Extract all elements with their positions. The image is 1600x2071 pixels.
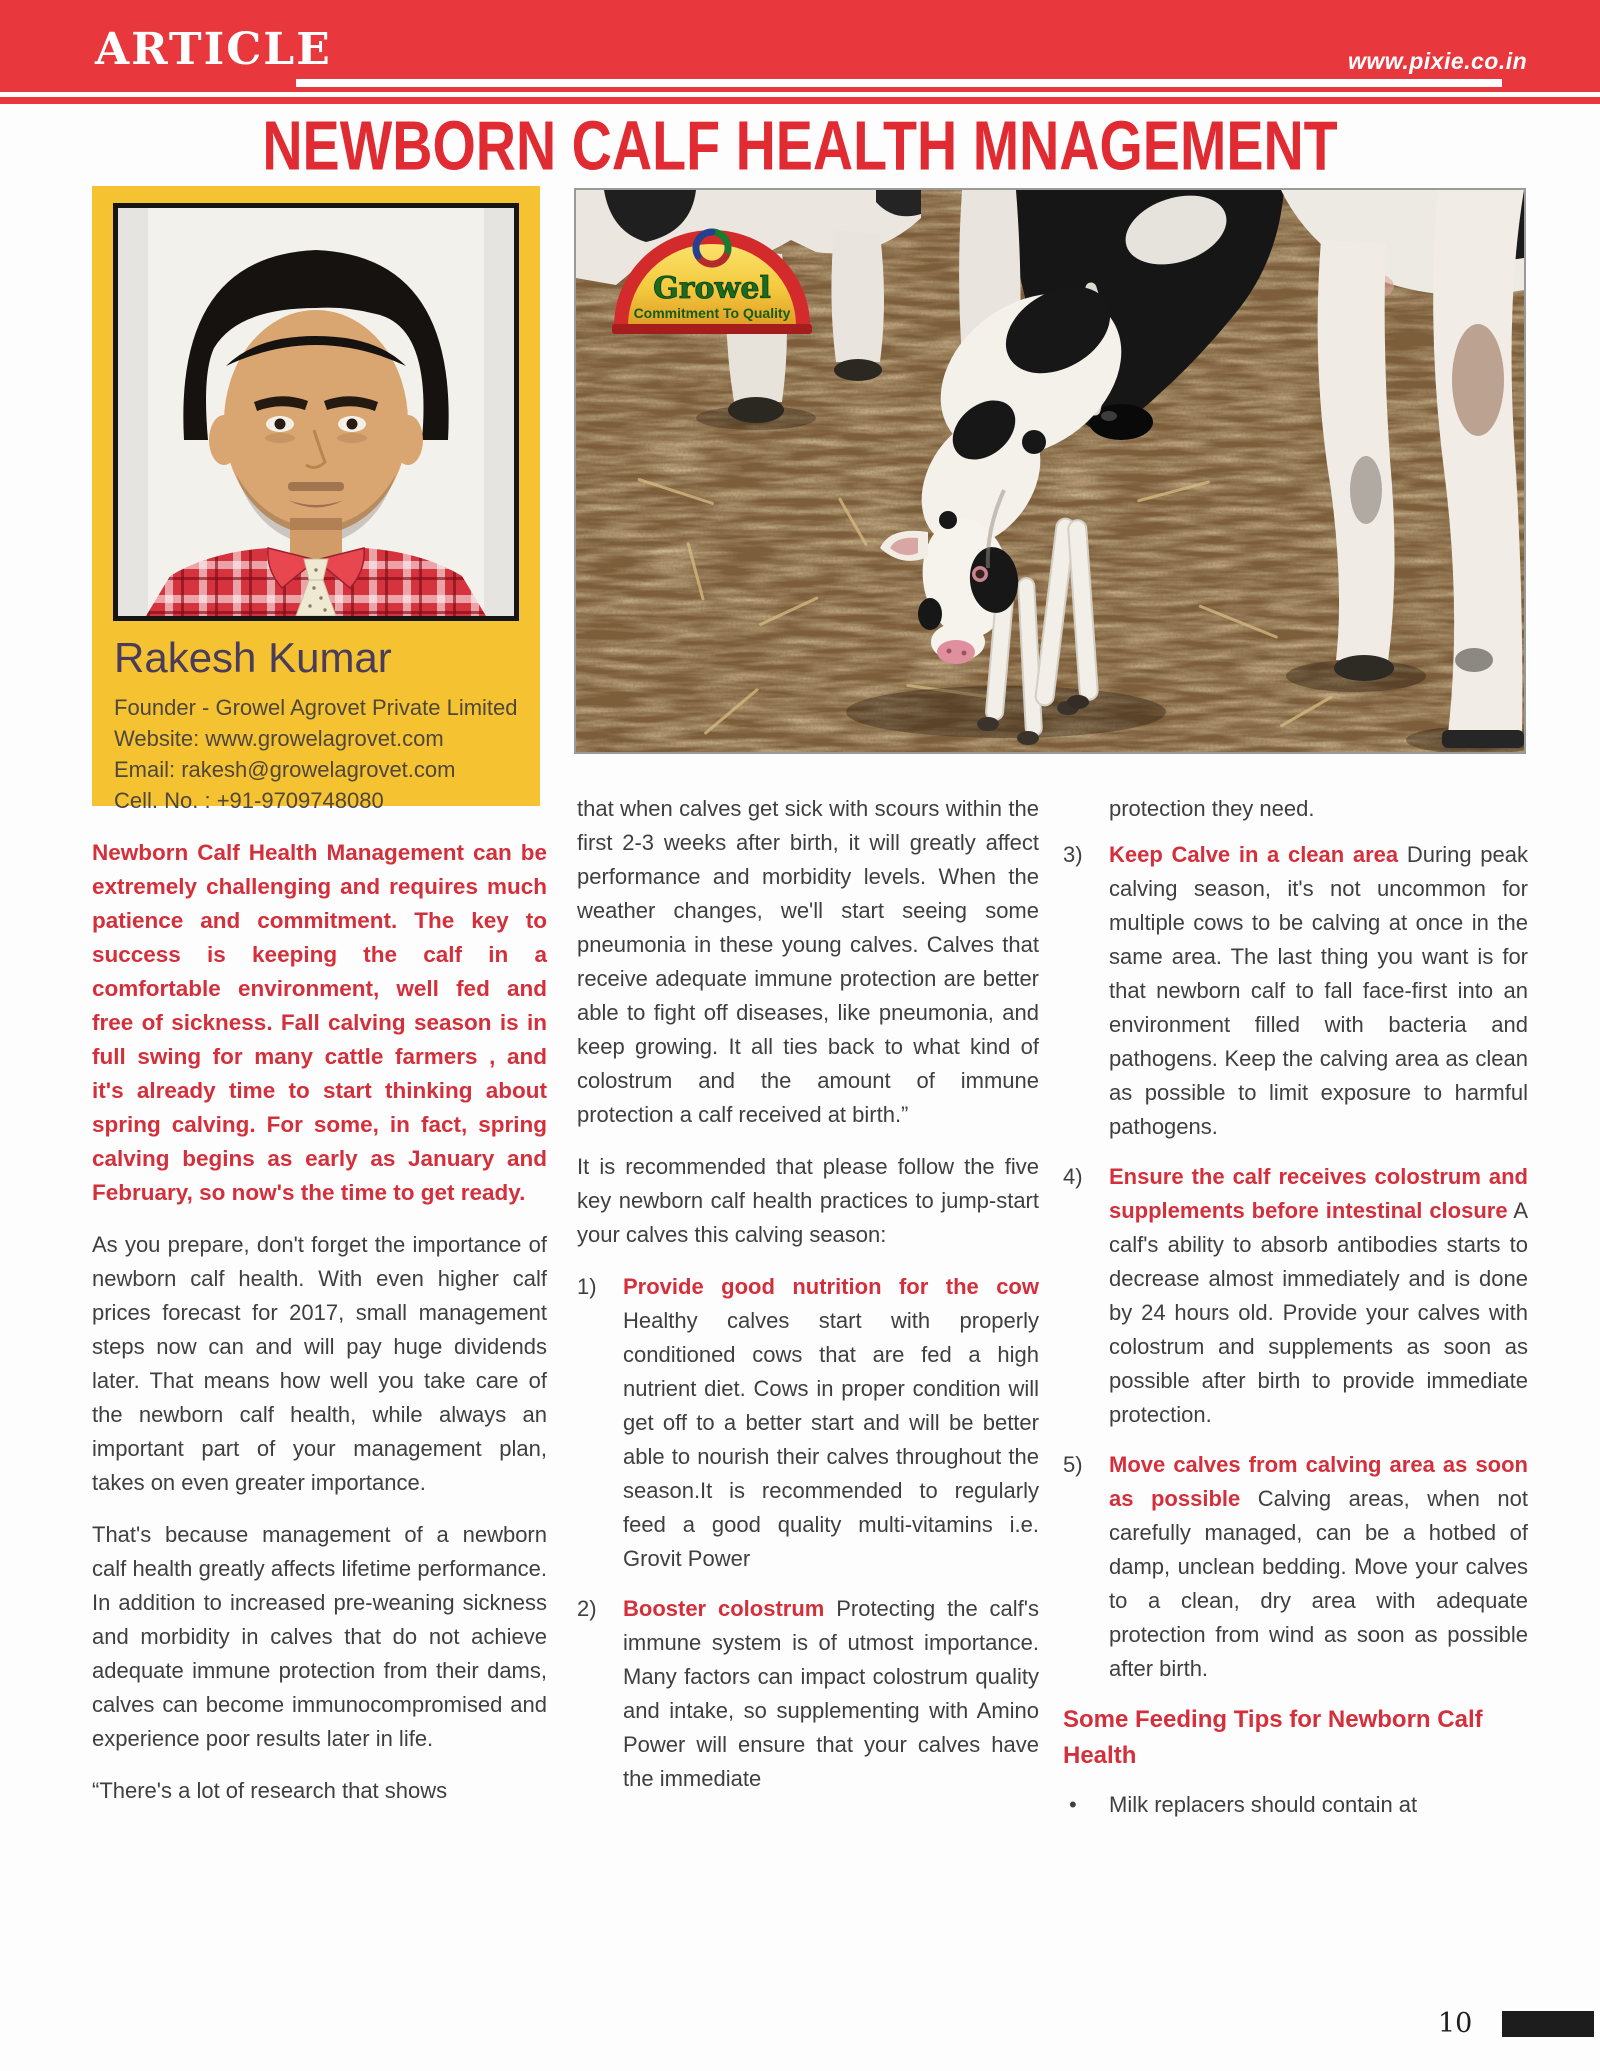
body-paragraph: that when calves get sick with scours within the first 2-3 weeks after birth, it will greatly affect performance and morbidity levels. When the weather changes, we'll start seeing some pneumonia in these young calves. Calves that receive adequate immune protection are better able to fight off diseases, like pneumonia, and keep growing. It all ties back to what kind of colostrum and the amount of immune protection a calf received at birth.” xyxy=(577,796,1039,1127)
bullet-marker: • xyxy=(1069,1792,1077,1817)
header-underline xyxy=(296,79,1502,87)
body-paragraph: “There's a lot of research that shows xyxy=(92,1778,448,1803)
list-text xyxy=(623,1592,1039,1796)
page-number: 10 xyxy=(1438,2008,1473,2039)
body-paragraph: That's because management of a newborn calf health greatly affects lifetime performance. In addition to increased pre-weaning sickness and morbidity in calves that do not achieve adequate immune protection from their dams, calves can become immunocompromised and experience poor results later in life. xyxy=(92,1522,547,1751)
author-details xyxy=(114,692,518,816)
list-item xyxy=(1063,1448,1528,1686)
author-website: Website: www.growelagrovet.com xyxy=(114,726,444,751)
list-text xyxy=(1109,1448,1528,1686)
portrait-frame xyxy=(113,203,519,621)
bullet-text: Milk replacers should contain at xyxy=(1109,1792,1418,1817)
list-body: A calf's ability to absorb antibodies starts to decrease almost immediately and is done by 24 hours old. Provide your calves with colostrum and supplements as soon as possible after birth to provide immediate protection. xyxy=(1109,1198,1528,1427)
author-cell: Cell. No. : +91-9709748080 xyxy=(114,788,384,813)
list-body: Calving areas, when not carefully managed, can be a hotbed of damp, unclean bedding. Move your calves to a clean, dry area with adequate protection from wind as soon as possible after birth. xyxy=(1109,1486,1528,1681)
list-heading: Move calves from calving area as soon as possible xyxy=(1109,1452,1528,1511)
list-text xyxy=(1109,1160,1528,1432)
list-heading: Keep Calve in a clean area xyxy=(1109,842,1399,867)
list-item xyxy=(577,1270,1039,1576)
list-number: 4) xyxy=(1063,1164,1083,1189)
list-body: Healthy calves start with properly conditioned cows that are fed a high nutrient diet. Cows in proper condition will get off to a better start and will be better able to nourish their calves throughout the season.It is recommended to regularly feed a good quality multi-vitamins i.e. Grovit Power xyxy=(623,1308,1039,1571)
list-number: 2) xyxy=(577,1596,597,1621)
logo-tagline: Commitment To Quality xyxy=(633,305,791,321)
list-body: Protecting the calf's immune system is of utmost importance. Many factors can impact colostrum quality and intake, so supplementing with Amino Power will ensure that your calves have the immediate xyxy=(623,1596,1039,1791)
body-paragraph: As you prepare, don't forget the importance of newborn calf health. With even higher calf prices forecast for 2017, small management steps now can and will pay huge dividends later. That means how well you take care of the newborn calf health, while always an important part of your management plan, takes on even greater importance. xyxy=(92,1232,547,1495)
list-body: During peak calving season, it's not uncommon for multiple cows to be calving at once in the same area. The last thing you want is for that newborn calf to fall face-first into an environment filled with bacteria and pathogens. Keep the calving area as clean as possible to limit exposure to harmful pathogens. xyxy=(1109,842,1529,1139)
intro-paragraph: Newborn Calf Health Management can be extremely challenging and requires much patience and commitment. The key to success is keeping the calf in a comfortable environment, well fed and free of sickness. Fall calving season is in full swing for many cattle farmers , and it's already time to start thinking about spring calving. For some, in fact, spring calving begins as early as January and February, so now's the time to get ready. xyxy=(92,840,547,1205)
list-number: 5) xyxy=(1063,1452,1083,1477)
page-title xyxy=(0,106,1600,185)
list-text xyxy=(1109,838,1528,1144)
list-heading: Ensure the calf receives colostrum and supplements before intestinal closure xyxy=(1109,1164,1528,1223)
column-middle xyxy=(577,792,1039,1812)
continuation-text: protection they need. xyxy=(1109,796,1315,821)
section-subheading: Some Feeding Tips for Newborn Calf Health xyxy=(1063,1706,1483,1769)
list-item xyxy=(1063,838,1528,1144)
column-right xyxy=(1063,792,1528,1822)
list-number: 3) xyxy=(1063,842,1083,867)
author-name: Rakesh Kumar xyxy=(114,634,392,681)
author-photo xyxy=(118,208,514,616)
body-paragraph: It is recommended that please follow the five key newborn calf health practices to jump-start your calves this calving season: xyxy=(577,1154,1039,1247)
logo-title: Growel xyxy=(653,271,771,306)
site-url: www.pixie.co.in xyxy=(1348,48,1528,74)
header-divider-strip xyxy=(0,97,1600,104)
list-number: 1) xyxy=(577,1274,597,1299)
list-item xyxy=(1063,1160,1528,1432)
list-item xyxy=(577,1592,1039,1796)
footer-bar xyxy=(1502,2011,1594,2037)
author-role: Founder - Growel Agrovet Private Limited xyxy=(114,695,518,720)
author-email: Email: rakesh@growelagrovet.com xyxy=(114,757,456,782)
column-left xyxy=(92,836,547,1826)
bullet-item xyxy=(1063,1788,1528,1822)
growel-logo xyxy=(612,204,812,340)
author-card xyxy=(92,186,540,813)
list-heading: Provide good nutrition for the cow xyxy=(623,1274,1039,1299)
calf-photo xyxy=(574,188,1526,754)
page-title-text: NEWBORN CALF HEALTH MNAGEMENT xyxy=(262,107,1338,185)
list-text xyxy=(623,1270,1039,1576)
list-heading: Booster colostrum xyxy=(623,1596,825,1621)
article-label: ARTICLE xyxy=(95,24,332,75)
